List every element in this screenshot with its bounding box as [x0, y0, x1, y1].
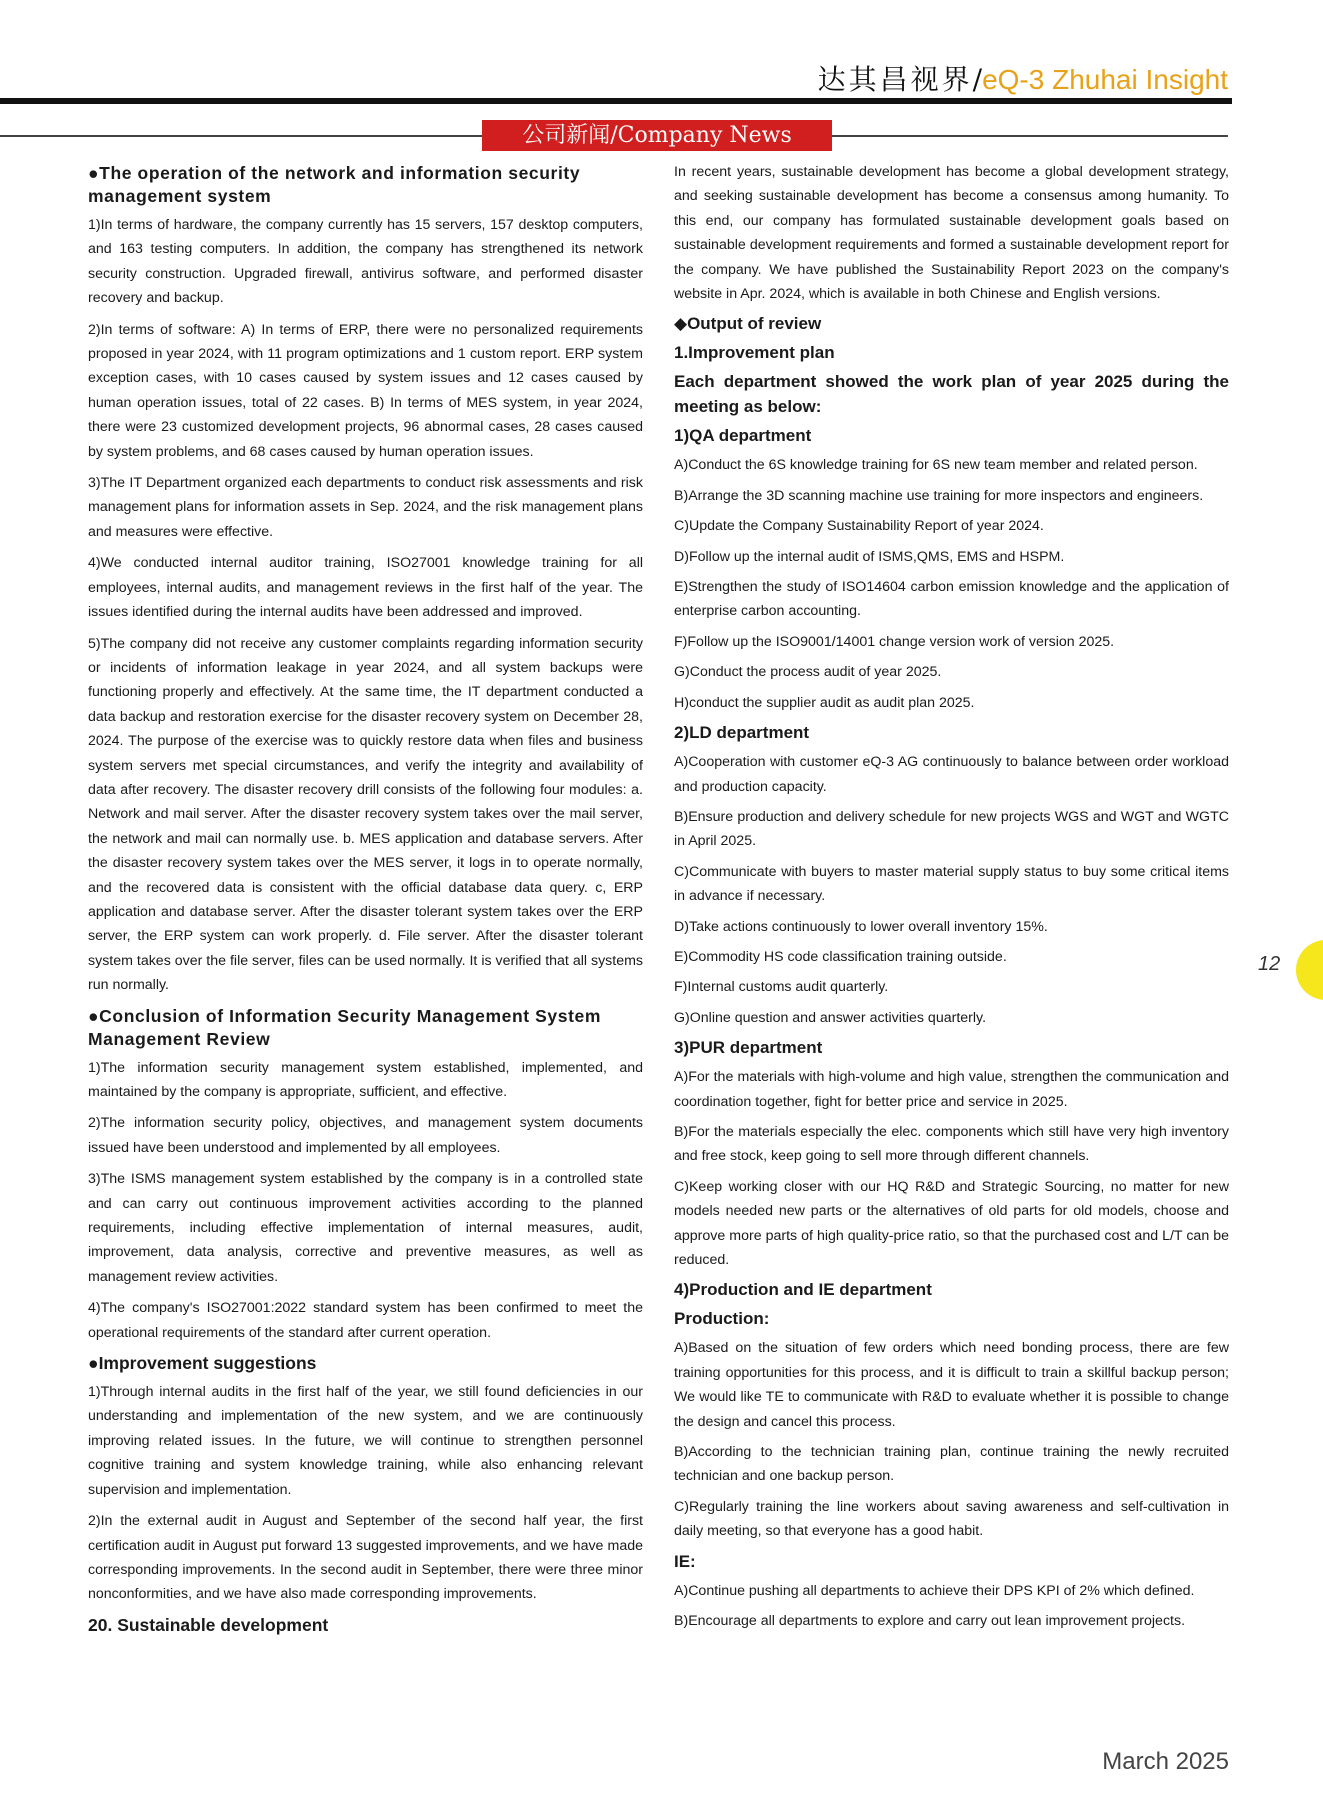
page-number: 12	[1258, 953, 1281, 975]
magazine-title	[818, 58, 1228, 98]
paragraph: 2)In terms of software: A) In terms of ERP, there were no personalized requirements proposed in year 2024, with 11 program optimizations and 1 custom report. ERP system exception cases, with 10 cases caused by system issues and 12 cases caused by human operation issues, total of 22 cases. B) In terms of MES system, in year 2024, there were 23 customized development projects, 96 abnormal cases, 28 cases caused by system problems, and 68 cases caused by human operation issues.	[88, 321, 643, 460]
paragraph: 3)The ISMS management system established by the company is in a controlled state and can carry out continuous improvement activities according to the planned requirements, including effective implementation of internal measures, audit, improvement, data analysis, corrective and preventive measures, as well as management review activities.	[88, 1171, 643, 1285]
section-heading-conclusion: ●Conclusion of Information Security Management System Management Review	[88, 1005, 601, 1049]
list-item: C)Communicate with buyers to master material supply status to buy some critical items in advance if necessary.	[674, 863, 1229, 905]
list-item: C)Update the Company Sustainability Report of year 2024.	[674, 518, 1044, 535]
section-tab: 公司新闻/Company News	[482, 120, 832, 151]
list-item: F)Follow up the ISO9001/14001 change version work of version 2025.	[674, 633, 1115, 650]
production-ie-heading: 4)Production and IE department	[674, 1280, 932, 1300]
list-item: G)Conduct the process audit of year 2025.	[674, 664, 942, 681]
issue-date: March 2025	[1102, 1748, 1229, 1775]
production-subheading: Production:	[674, 1309, 770, 1329]
list-item: C)Regularly training the line workers about saving awareness and self-cultivation in daily meeting, so that everyone has a good habit.	[674, 1498, 1229, 1540]
list-item: A)Continue pushing all departments to achieve their DPS KPI of 2% which defined.	[674, 1582, 1195, 1599]
list-item: A)Cooperation with customer eQ-3 AG continuously to balance between order workload and production capacity.	[674, 754, 1229, 795]
ld-heading: 2)LD department	[674, 723, 810, 743]
qa-heading: 1)QA department	[674, 426, 812, 446]
list-item: G)Online question and answer activities quarterly.	[674, 1009, 987, 1026]
ie-subheading: IE:	[674, 1551, 696, 1571]
paragraph: 1)The information security management system established, implemented, and maintained by the company is appropriate, sufficient, and effective.	[88, 1059, 643, 1100]
list-item: F)Internal customs audit quarterly.	[674, 979, 889, 996]
list-item: B)According to the technician training plan, continue training the newly recruited technician and one backup person.	[674, 1444, 1229, 1485]
paragraph: 2)In the external audit in August and September of the second half year, the first certification audit in August put forward 13 suggested improvements, and we have made corresponding improvements. In the second audit in September, there were three minor nonconformities, and we have also made corresponding improvements.	[88, 1513, 643, 1603]
page-marker-circle	[1296, 940, 1323, 1000]
list-item: D)Follow up the internal audit of ISMS,QMS, EMS and HSPM.	[674, 548, 1065, 565]
list-item: D)Take actions continuously to lower overall inventory 15%.	[674, 918, 1048, 935]
pur-heading: 3)PUR department	[674, 1038, 823, 1058]
list-item: A)For the materials with high-volume and high value, strengthen the communication and coordination together, fight for better price and service in 2025.	[674, 1069, 1229, 1110]
paragraph: 1)Through internal audits in the first half of the year, we still found deficiencies in our understanding and implementation of the new system, and we are continuously improving related issues. In the future, we will continue to strengthen personnel cognitive training and system knowledge training, while also enhancing relevant supervision and implementation.	[88, 1384, 643, 1498]
magazine-title-cn: 达其昌视界	[817, 63, 973, 96]
list-item: B)Encourage all departments to explore and carry out lean improvement projects.	[674, 1613, 1186, 1630]
list-item: E)Strengthen the study of ISO14604 carbon emission knowledge and the application of enterprise carbon accounting.	[674, 579, 1229, 620]
paragraph: 4)The company's ISO27001:2022 standard system has been confirmed to meet the operational requirements of the standard after current operation.	[88, 1300, 643, 1341]
paragraph: 2)The information security policy, objectives, and management system documents issued have been understood and implemented by all employees.	[88, 1115, 643, 1156]
list-item: A)Conduct the 6S knowledge training for 6S new team member and related person.	[674, 457, 1198, 474]
paragraph: 3)The IT Department organized each departments to conduct risk assessments and risk management plans for information assets in Sep. 2024, and the risk management plans and measures were effective.	[88, 475, 643, 540]
header-rule-thick	[0, 98, 1232, 104]
output-heading: ◆Output of review	[674, 314, 822, 334]
section-heading-sustainable: 20. Sustainable development	[88, 1614, 329, 1635]
paragraph: 4)We conducted internal auditor training, ISO27001 knowledge training for all employees, internal audits, and management reviews in the first half of the year. The issues identified during the internal audits have been addressed and improved.	[88, 555, 643, 621]
list-item: B)Arrange the 3D scanning machine use training for more inspectors and engineers.	[674, 487, 1204, 504]
list-item: H)conduct the supplier audit as audit plan 2025.	[674, 694, 975, 711]
section-heading-suggestions: ●Improvement suggestions	[88, 1353, 317, 1374]
left-column	[88, 162, 643, 1642]
list-item: E)Commodity HS code classification training outside.	[674, 948, 1007, 965]
improvement-plan-heading: 1.Improvement plan	[674, 343, 835, 363]
list-item: B)Ensure production and delivery schedule for new projects WGS and WGT and WGTC in April 2025.	[674, 808, 1229, 850]
list-item: C)Keep working closer with our HQ R&D and Strategic Sourcing, no matter for new models needed new parts or the alternatives of old parts for old models, choose and approve more parts of high quality-price ratio, so that the purchased cost and L/T can be reduced.	[674, 1178, 1229, 1268]
list-item: B)For the materials especially the elec. components which still have very high inventory and free stock, keep going to sell more through different channels.	[674, 1123, 1229, 1165]
magazine-title-en: eQ-3 Zhuhai Insight	[982, 64, 1228, 95]
paragraph: 5)The company did not receive any customer complaints regarding information security or incidents of information leakage in year 2024, and all system backups were functioning properly and effectively. At the same time, the IT department conducted a data backup and restoration exercise for the disaster recovery system on December 28, 2024. The purpose of the exercise was to quickly restore data when files and business system servers met special circumstances, and verify the integrity and availability of data after recovery. The disaster recovery drill consists of the following four modules: a. Network and mail server. After the disaster recovery system takes over the mail server, the network and mail can normally use. b. MES application and database servers. After the disaster recovery system takes over the MES server, it logs in to operate normally, and the recovered data is consistent with the official database data query. c, ERP application and database server. After the disaster tolerant system takes over the ERP server, the ERP system can work properly. d. File server. After the disaster tolerant system takes over the file server, files can be used normally. It is verified that all systems run normally.	[88, 635, 643, 994]
paragraph: 1)In terms of hardware, the company currently has 15 servers, 157 desktop computers, and 163 testing computers. In addition, the company has strengthened its network security construction. Upgraded firewall, antivirus software, and performed disaster recovery and backup.	[88, 217, 643, 307]
masthead	[0, 0, 1323, 160]
section-heading-network: ●The operation of the network and information security management system	[88, 163, 581, 206]
list-item: A)Based on the situation of few orders which need bonding process, there are few training opportunities for this process, and it is difficult to train a skillful backup person; We would like TE to communicate with R&D to evaluate whether it is possible to change the design and cancel this process.	[674, 1340, 1229, 1430]
title-separator: /	[972, 63, 983, 96]
right-column	[674, 160, 1229, 1639]
paragraph-intro: In recent years, sustainable development has become a global development strategy, and seeking sustainable development has become a consensus among humanity. To this end, our company has formulated sustainable development goals based on sustainable development requirements and formed a sustainable development report for the company. We have published the Sustainability Report 2023 on the company's website in Apr. 2024, which is available in both Chinese and English versions.	[674, 164, 1229, 303]
lead-paragraph: Each department showed the work plan of year 2025 during the meeting as below:	[674, 372, 1229, 416]
